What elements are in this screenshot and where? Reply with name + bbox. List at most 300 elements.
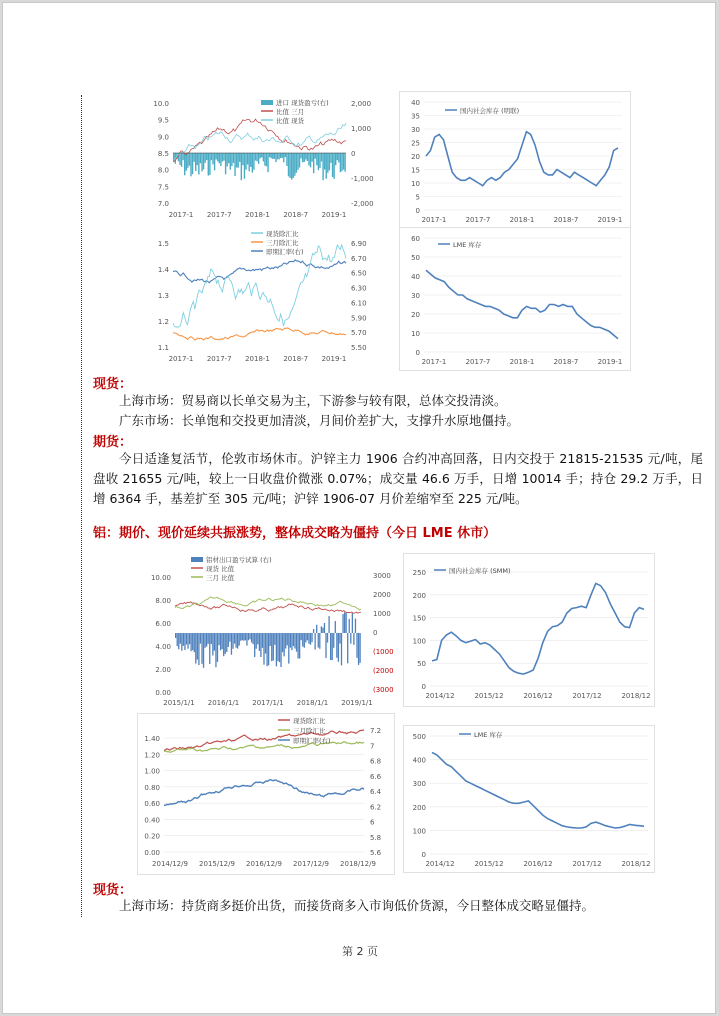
zn-ratio-chart (141, 227, 381, 369)
al-spot-label: 现货： (93, 883, 133, 898)
c1-bar (253, 153, 254, 170)
c5-series-3m (175, 597, 361, 610)
c1-bar (324, 153, 325, 170)
c1-bar (208, 153, 209, 176)
c5-bar (209, 633, 210, 664)
c8-tick: 200 (412, 803, 426, 812)
c1-bar (233, 153, 234, 163)
c7-legend-label: 三月除汇比 (293, 727, 326, 735)
c1-bar (242, 153, 243, 165)
c1-bar (234, 153, 235, 176)
c7-legend-label: 即期汇率(右) (293, 737, 331, 745)
c5-bar (353, 633, 354, 645)
c5-bar (242, 633, 243, 640)
c5-bar (251, 633, 252, 643)
c5-bar (206, 633, 207, 647)
c5-bar (294, 633, 295, 649)
c4-xtick: 2018-7 (553, 358, 579, 366)
c1-bar (209, 153, 210, 175)
c4-tick: 30 (411, 292, 420, 300)
c5-bar (271, 633, 272, 661)
c3-right-tick: 6.90 (351, 240, 367, 248)
c5-bar (191, 633, 192, 651)
c3-left-tick: 1.2 (157, 318, 169, 326)
c2-xtick: 2018-7 (553, 216, 579, 224)
c5-bar (204, 633, 205, 648)
c3-xtick: 2018-1 (245, 355, 270, 363)
c5-left-tick: 4.00 (155, 643, 171, 651)
c1-left-tick: 10.0 (153, 100, 169, 108)
c1-bar (329, 153, 330, 170)
c3-right-tick: 6.10 (351, 299, 367, 308)
c5-bar (229, 633, 230, 642)
c1-bar (193, 153, 194, 162)
c5-bar (181, 633, 182, 651)
c5-bar (332, 633, 333, 660)
c5-bar (324, 623, 325, 633)
c5-xtick: 2017/1/1 (252, 699, 284, 707)
c8-xtick: 2018/12 (621, 860, 651, 868)
c5-xtick: 2016/1/1 (207, 699, 240, 707)
c5-bar (297, 633, 298, 659)
c5-bar (293, 633, 294, 646)
c5-bar (177, 633, 178, 646)
c3-right-tick: 6.50 (351, 269, 367, 278)
c1-bar (282, 153, 283, 158)
c5-bar (273, 633, 274, 661)
c5-bar (256, 633, 257, 649)
c5-bar (305, 633, 306, 642)
c5-bar (239, 633, 240, 646)
c7-xtick: 2015/12/9 (199, 860, 235, 868)
c1-bar (198, 153, 199, 174)
c5-bar (180, 633, 181, 644)
c5-bar (201, 633, 202, 664)
c1-bar (335, 153, 336, 165)
c5-bar (195, 633, 196, 664)
c5-bar (178, 633, 179, 649)
c5-xtick: 2019/1/1 (341, 699, 373, 707)
c5-bar (335, 621, 336, 633)
c5-bar (280, 633, 281, 667)
c1-right-tick: 1,000 (351, 125, 372, 133)
c5-bar (254, 633, 255, 657)
c1-bar (222, 153, 223, 162)
c5-right-tick: 1000 (373, 610, 391, 618)
c4-tick: 10 (411, 330, 420, 338)
c2-legend-label: 国内社会库存 (明联) (460, 107, 520, 115)
c5-bar (308, 633, 309, 644)
c7-left-tick: 0.40 (144, 816, 160, 825)
c5-legend-label: 现货 比值 (206, 565, 235, 573)
c5-bar (192, 633, 193, 650)
c4-tick: 0 (415, 349, 420, 357)
c8-tick: 300 (412, 780, 426, 789)
c5-bar (321, 626, 322, 633)
c1-bar (250, 153, 251, 167)
c5-bar (311, 633, 312, 642)
c1-bar (289, 153, 290, 178)
c5-bar (253, 633, 254, 644)
c7-right-tick: 6.6 (370, 772, 382, 781)
c1-bar (274, 153, 275, 159)
c4-legend-label: LME 库存 (453, 241, 482, 249)
c7-right-tick: 7 (370, 742, 375, 751)
c1-bar (313, 153, 314, 173)
c1-bar (244, 153, 245, 179)
c1-bar (237, 153, 238, 168)
c5-bar (341, 633, 342, 665)
c5-bar (211, 633, 212, 644)
c7-right-tick: 5.6 (370, 849, 382, 857)
c1-bar (307, 153, 308, 161)
c1-bar (343, 153, 344, 169)
c5-bar (220, 633, 221, 650)
c5-bar (339, 633, 340, 644)
c1-bar (271, 153, 272, 158)
c5-bar (189, 633, 190, 644)
c7-right-tick: 7.2 (370, 727, 382, 735)
c1-bar (299, 153, 300, 167)
c1-bar (297, 153, 298, 170)
c5-series-spot (175, 602, 361, 613)
c1-xtick: 2018-7 (283, 211, 309, 219)
c7-left-tick: 0.00 (144, 849, 160, 857)
margin-dotted-line (81, 95, 82, 917)
c1-bar (181, 153, 182, 167)
c6-tick: 100 (412, 637, 426, 646)
c1-bar (269, 153, 270, 157)
c5-bar (336, 633, 337, 658)
c5-left-tick: 0.00 (155, 689, 171, 697)
c1-bar (206, 153, 207, 160)
c1-bar (211, 153, 212, 160)
al-export-chart (141, 547, 394, 707)
c5-bar (322, 628, 323, 633)
c5-right-tick: (3000 (373, 686, 394, 694)
zn-futures-text (93, 449, 703, 509)
c1-bar (236, 153, 237, 168)
c1-bar (300, 153, 301, 158)
c5-bar (260, 633, 261, 657)
c1-bar (252, 153, 253, 173)
c1-bar (264, 153, 265, 166)
c5-bar (282, 633, 283, 652)
zn-futures-label: 期货： (93, 435, 133, 450)
c1-xtick: 2017-1 (168, 211, 194, 219)
c5-bar (212, 633, 213, 655)
c1-right-tick: 2,000 (351, 100, 372, 108)
c6-series-line (432, 583, 644, 674)
c1-xtick: 2018-1 (245, 211, 270, 219)
c1-legend-label: 比值 三月 (276, 108, 305, 116)
c3-right-tick: 5.70 (351, 329, 367, 338)
c1-bar (228, 153, 229, 163)
c5-bar (284, 633, 285, 656)
c5-right-tick: (1000 (373, 648, 394, 656)
c1-bar (304, 153, 305, 162)
c5-left-tick: 8.00 (155, 597, 171, 605)
c7-series-fx (164, 780, 364, 806)
c5-bar (215, 633, 216, 667)
c8-xtick: 2014/12 (425, 860, 455, 868)
c3-legend-label: 即期汇率(右) (266, 248, 304, 256)
c8-xtick: 2017/12 (572, 860, 602, 868)
c1-bar (308, 153, 309, 165)
c5-bar (315, 633, 316, 649)
c7-left-tick: 1.00 (144, 767, 160, 776)
c1-legend-label: 进口 现货盈亏(右) (276, 99, 329, 107)
c5-bar (228, 633, 229, 647)
c5-right-tick: 2000 (373, 591, 391, 599)
c1-bar (332, 153, 333, 177)
c1-bar (200, 153, 201, 163)
c6-tick: 50 (417, 660, 426, 669)
c1-bar (248, 153, 249, 171)
c5-bar (234, 633, 235, 644)
c2-xtick: 2019-1 (597, 216, 623, 224)
c7-right-tick: 6.4 (370, 788, 382, 796)
c5-bar (296, 633, 297, 652)
zn-lme-stock-chart (399, 227, 631, 371)
c1-left-tick: 8.5 (157, 150, 169, 158)
page-footer: 第 2 页 (342, 945, 378, 958)
c7-xtick: 2014/12/9 (152, 860, 188, 868)
c5-bar (328, 616, 329, 633)
c5-bar (333, 633, 334, 648)
c3-series-spot (173, 245, 346, 327)
c5-bar (350, 633, 351, 644)
c6-legend-label: 国内社会库存 (SMM) (449, 567, 511, 575)
c3-left-tick: 1.4 (157, 266, 169, 274)
c1-left-tick: 8.0 (157, 166, 169, 175)
c5-bar (217, 633, 218, 662)
c6-xtick: 2014/12 (425, 692, 455, 700)
c1-bar (182, 153, 183, 160)
c2-tick: 25 (411, 139, 420, 148)
c5-bar (200, 633, 201, 644)
c2-tick: 35 (411, 112, 420, 121)
c8-legend-label: LME 库存 (474, 731, 503, 739)
c5-bar (301, 633, 302, 640)
zn-spot-guangdong: 广东市场：长单饱和交投更加清淡，月间价差扩大，支撑升水原地僵持。 (119, 413, 520, 428)
c1-bar (316, 153, 317, 165)
c8-tick: 400 (412, 756, 426, 765)
c4-tick: 40 (411, 273, 420, 281)
c5-bar (288, 633, 289, 664)
c5-bar (290, 633, 291, 648)
c7-right-tick: 5.8 (370, 833, 382, 842)
c1-bar (344, 153, 345, 172)
c2-xtick: 2018-1 (509, 216, 535, 224)
c5-bar (265, 633, 266, 654)
c5-bar (307, 633, 308, 640)
c3-right-tick: 5.90 (351, 314, 367, 323)
c5-bar (274, 633, 275, 645)
c8-series-line (432, 753, 644, 829)
c1-bar (321, 153, 322, 161)
c5-bar (310, 633, 311, 645)
c5-bar (266, 633, 267, 666)
c5-bar (203, 633, 204, 668)
c8-xtick: 2016/12 (523, 860, 553, 868)
c5-bar (208, 633, 209, 644)
c1-bar (272, 153, 273, 159)
c6-xtick: 2016/12 (523, 692, 553, 700)
c3-series-fx (173, 260, 346, 283)
c4-tick: 20 (411, 311, 420, 319)
zn-spot-shanghai: 上海市场：贸易商以长单交易为主，下游参与较有限，总体交投清淡。 (119, 393, 507, 408)
c3-xtick: 2017-7 (206, 355, 232, 363)
c1-bar (293, 153, 294, 178)
c1-bar (296, 153, 297, 173)
c5-bar (223, 633, 224, 656)
c5-bar (246, 633, 247, 646)
c5-legend-swatch (191, 557, 203, 562)
c1-left-tick: 9.0 (157, 133, 169, 142)
c1-left-tick: 9.5 (157, 116, 169, 125)
c1-bar (291, 153, 292, 180)
c5-bar (276, 633, 277, 666)
c1-bar (275, 153, 276, 162)
c1-bar (278, 153, 279, 159)
c1-bar (330, 153, 331, 163)
c7-left-tick: 1.40 (144, 735, 160, 743)
c1-bar (338, 153, 339, 162)
c3-xtick: 2017-1 (168, 355, 194, 363)
c1-bar (263, 153, 264, 161)
c5-bar (175, 633, 176, 638)
c5-bar (218, 633, 219, 645)
c5-bar (327, 633, 328, 643)
c1-bar (310, 153, 311, 167)
c5-right-tick: 0 (373, 629, 378, 637)
c5-bar (302, 633, 303, 647)
c1-bar (261, 153, 262, 157)
c3-left-tick: 1.3 (157, 292, 169, 300)
c5-bar (285, 633, 286, 649)
c5-bar (249, 633, 250, 639)
c1-bar (192, 153, 193, 174)
al-heading: 铝：期价、现价延续共振涨势，整体成交略为僵持（今日 LME 休市） (93, 526, 497, 541)
c1-right-tick: 0 (351, 150, 356, 158)
c1-bar (230, 153, 231, 170)
c2-tick: 30 (411, 126, 420, 134)
c1-bar (305, 153, 306, 159)
al-lme-stock-chart (403, 725, 655, 873)
c5-xtick: 2018/1/1 (296, 699, 329, 707)
c5-bar (325, 633, 326, 658)
c1-bar (197, 153, 198, 165)
c5-bar (338, 633, 339, 662)
c2-tick: 20 (411, 153, 420, 161)
c1-bar (302, 153, 303, 162)
document-page (2, 2, 716, 1014)
c5-bar (225, 633, 226, 654)
c3-xtick: 2018-7 (283, 355, 309, 363)
c1-bar (215, 153, 216, 159)
c1-bar (203, 153, 204, 169)
c5-bar (183, 633, 184, 646)
c3-legend-label: 三月除汇比 (266, 239, 299, 247)
c1-bar (341, 153, 342, 171)
c5-bar (259, 633, 260, 651)
c1-xtick: 2017-7 (206, 211, 232, 219)
zn-import-chart (141, 91, 381, 226)
c5-bar (231, 633, 232, 655)
c5-bar (194, 633, 195, 652)
c6-xtick: 2015/12 (474, 692, 504, 700)
al-spot-shanghai: 上海市场：持货商多挺价出货，而接货商多入市询低价货源，今日整体成交略显僵持。 (119, 898, 595, 913)
c1-bar (247, 153, 248, 165)
c3-right-tick: 6.30 (351, 284, 367, 293)
c5-bar (222, 633, 223, 649)
zn-domestic-stock-chart (399, 91, 631, 228)
c1-bar (239, 153, 240, 162)
c1-bar (189, 153, 190, 166)
c1-bar (187, 153, 188, 168)
c1-bar (333, 153, 334, 179)
c5-legend-label: 三月 比值 (206, 574, 235, 582)
c7-right-tick: 6 (370, 818, 375, 827)
c5-bar (291, 633, 292, 650)
c1-bar (212, 153, 213, 164)
c5-bar (235, 633, 236, 648)
c5-bar (270, 633, 271, 646)
c7-left-tick: 1.20 (144, 751, 160, 760)
c1-right-tick: -1,000 (351, 175, 374, 183)
c5-bar (316, 625, 317, 633)
c1-bar (283, 153, 284, 162)
c1-bar (225, 153, 226, 174)
c1-bar (267, 153, 268, 172)
c1-bar (277, 153, 278, 159)
c1-bar (201, 153, 202, 171)
c5-bar (356, 633, 357, 658)
c1-bar (195, 153, 196, 171)
c5-right-tick: 3000 (373, 572, 391, 580)
c1-bar (260, 153, 261, 158)
c5-bar (240, 633, 241, 641)
c8-tick: 500 (412, 733, 426, 741)
c2-tick: 5 (415, 193, 420, 202)
c5-bar (349, 619, 350, 633)
c6-xtick: 2018/12 (621, 692, 651, 700)
al-domestic-stock-chart (403, 553, 655, 707)
c5-bar (355, 619, 356, 633)
c1-legend-label: 比值 现货 (276, 117, 305, 125)
c5-bar (197, 633, 198, 660)
c3-legend-label: 现货除汇比 (266, 230, 299, 238)
c4-tick: 60 (411, 235, 420, 243)
c3-series-3m (173, 328, 346, 340)
c1-bar (280, 153, 281, 158)
c5-bar (287, 633, 288, 645)
c1-bar (311, 153, 312, 162)
c5-left-tick: 2.00 (155, 666, 171, 674)
c3-right-tick: 6.70 (351, 254, 367, 263)
c1-bar (318, 153, 319, 170)
c5-bar (187, 633, 188, 649)
c1-bar (340, 153, 341, 172)
c1-bar (226, 153, 227, 166)
c5-bar (263, 633, 264, 665)
c4-xtick: 2017-1 (421, 358, 447, 366)
c6-tick: 200 (412, 591, 426, 600)
c5-bar (318, 633, 319, 648)
c5-bar (237, 633, 238, 649)
c5-bar (279, 633, 280, 662)
